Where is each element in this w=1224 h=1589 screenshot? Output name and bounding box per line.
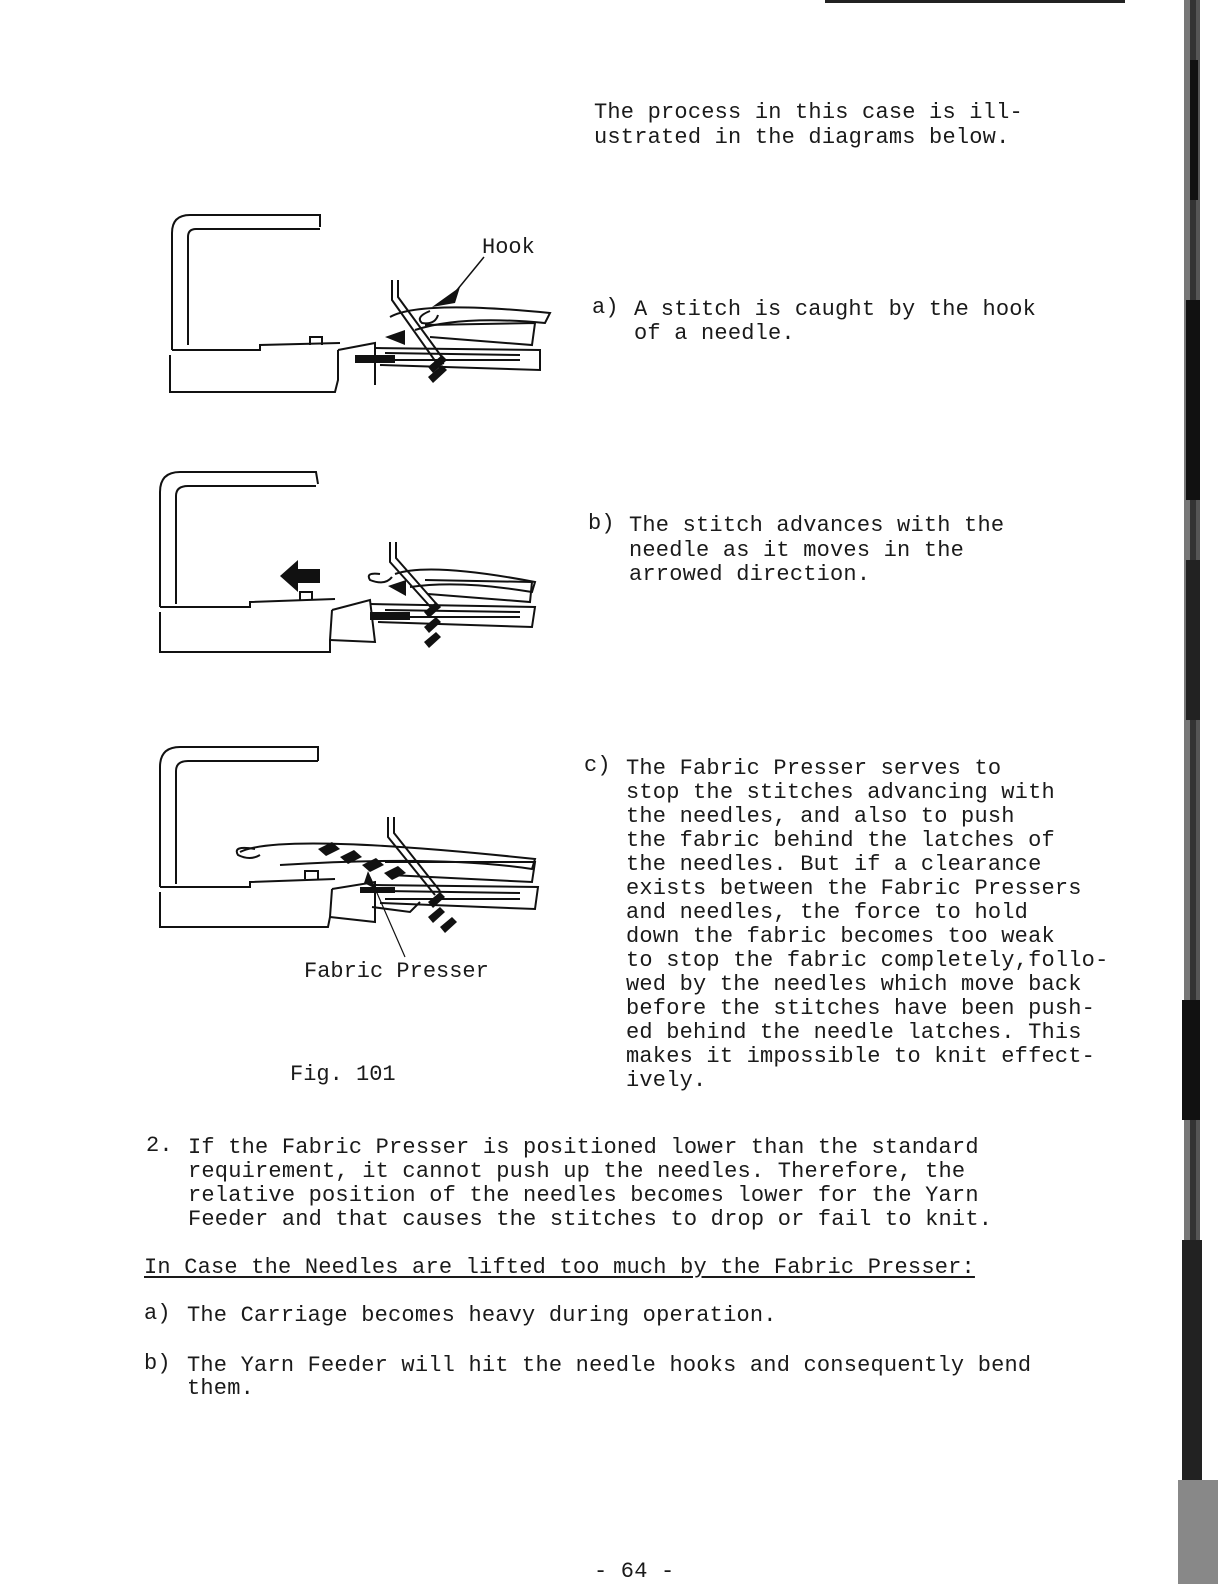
step-c-line-12: ed behind the needle latches. This (626, 1020, 1082, 1045)
lifted-b-marker: b) (144, 1351, 171, 1376)
lifted-b-line-1: The Yarn Feeder will hit the needle hooks and consequently bend (187, 1353, 1032, 1378)
step-c-line-5: the needles. But if a clearance (626, 852, 1042, 877)
intro-line-1: The process in this case is ill- (594, 100, 1023, 125)
item-2-line-3: relative position of the needles becomes lower for the Yarn (188, 1183, 979, 1208)
page-number: - 64 - (594, 1559, 675, 1584)
step-b-line-3: arrowed direction. (629, 562, 871, 587)
step-a-marker: a) (592, 295, 619, 320)
step-c-line-1: The Fabric Presser serves to (626, 756, 1002, 781)
step-c-line-10: wed by the needles which move back (626, 972, 1082, 997)
fabric-presser-label: Fabric Presser (304, 959, 489, 984)
item-2-marker: 2. (146, 1133, 173, 1158)
step-c-line-8: down the fabric becomes too weak (626, 924, 1055, 949)
step-b-line-2: needle as it moves in the (629, 538, 965, 563)
scan-binding-edge (1166, 0, 1224, 1584)
step-c-line-7: and needles, the force to hold (626, 900, 1029, 925)
lifted-a-line-1: The Carriage becomes heavy during operation. (187, 1303, 777, 1328)
step-c-line-13: makes it impossible to knit effect- (626, 1044, 1096, 1069)
step-b-line-1: The stitch advances with the (629, 513, 1005, 538)
figure-b (160, 462, 560, 662)
lifted-a-marker: a) (144, 1301, 171, 1326)
step-c-line-2: stop the stitches advancing with (626, 780, 1055, 805)
step-c-line-6: exists between the Fabric Pressers (626, 876, 1082, 901)
step-c-line-4: the fabric behind the latches of (626, 828, 1055, 853)
item-2-line-4: Feeder and that causes the stitches to drop or fail to knit. (188, 1207, 993, 1232)
item-2-line-2: requirement, it cannot push up the needles. Therefore, the (188, 1159, 966, 1184)
lifted-section-heading: In Case the Needles are lifted too much by the Fabric Presser: (144, 1255, 975, 1280)
step-b-marker: b) (588, 511, 615, 536)
hook-label: Hook (482, 235, 535, 260)
intro-line-2: ustrated in the diagrams below. (594, 125, 1010, 150)
figure-c-diagram (160, 737, 560, 967)
item-2-line-1: If the Fabric Presser is positioned lower than the standard (188, 1135, 979, 1160)
lifted-b-line-2: them. (187, 1376, 255, 1401)
step-c-marker: c) (584, 753, 611, 778)
step-c-line-14: ively. (626, 1068, 707, 1093)
step-c-line-11: before the stitches have been push- (626, 996, 1096, 1021)
step-a-line-2: of a needle. (634, 321, 795, 346)
step-a-line-1: A stitch is caught by the hook (634, 297, 1037, 322)
top-rule (825, 0, 1125, 3)
step-c-line-3: the needles, and also to push (626, 804, 1015, 829)
scan-edge-texture (1166, 0, 1224, 1584)
figure-b-diagram (160, 462, 560, 662)
figure-caption: Fig. 101 (290, 1062, 396, 1087)
step-c-line-9: to stop the fabric completely,follo- (626, 948, 1109, 973)
figure-c (160, 737, 560, 967)
